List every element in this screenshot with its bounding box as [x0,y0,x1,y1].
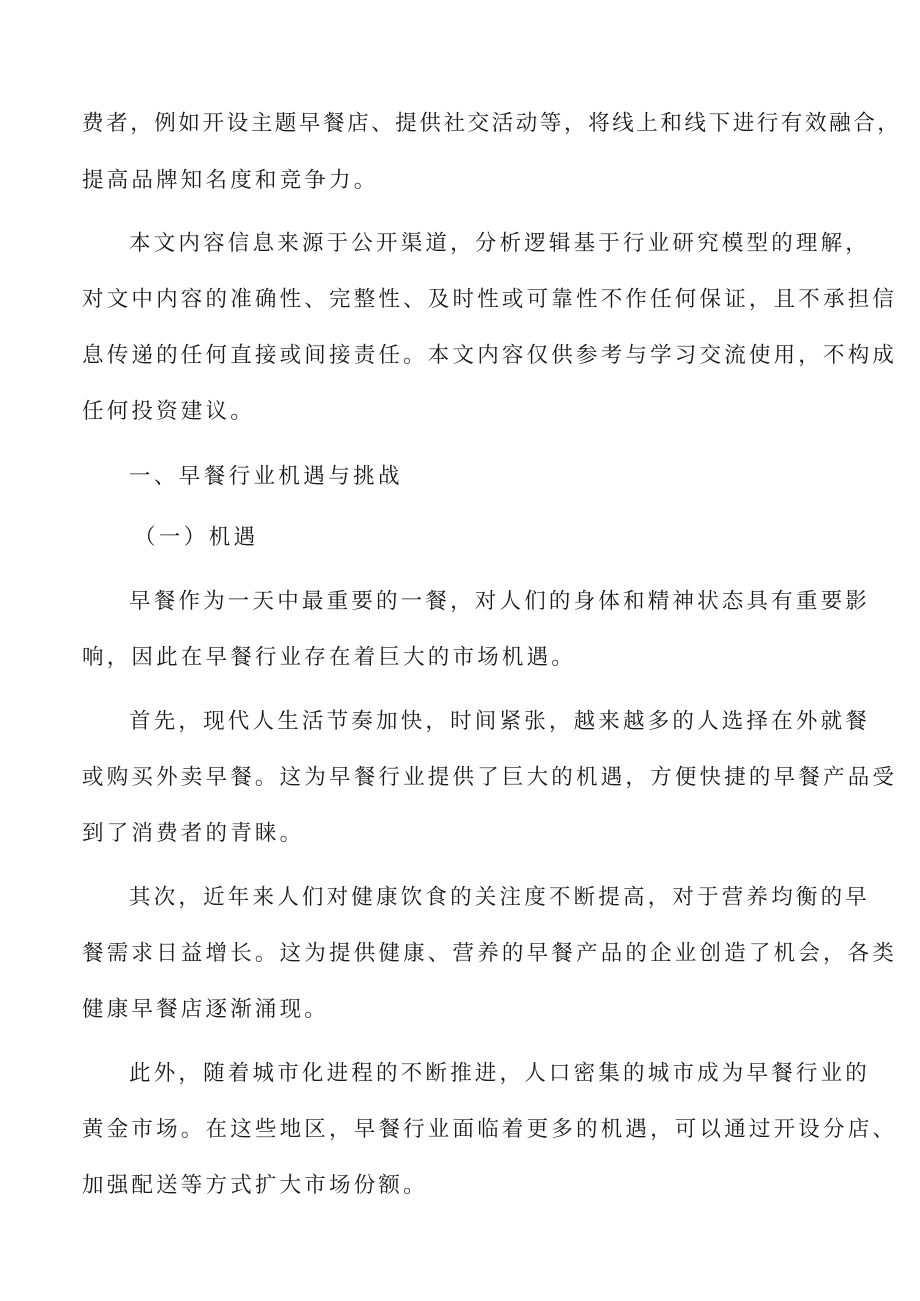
section-heading: 一、早餐行业机遇与挑战 [129,464,403,489]
subsection-heading: （一）机遇 [134,525,259,550]
paragraph-line: 其次，近年来人们对健康饮食的关注度不断提高，对于营养均衡的早 [129,885,871,910]
paragraph-line: 任何投资建议。 [82,399,255,424]
paragraph-line: 提高品牌知名度和竞争力。 [82,168,379,193]
paragraph-line: 响，因此在早餐行业存在着巨大的市场机遇。 [82,645,577,670]
paragraph-line: 费者，例如开设主题早餐店、提供社交活动等，将线上和线下进行有效融合， [82,111,902,136]
paragraph-line: 早餐作为一天中最重要的一餐，对人们的身体和精神状态具有重要影 [129,589,871,614]
paragraph-line: 首先，现代人生活节奏加快，时间紧张，越来越多的人选择在外就餐 [129,709,871,734]
paragraph-line: 此外，随着城市化进程的不断推进，人口密集的城市成为早餐行业的 [129,1061,871,1086]
paragraph-line: 健康早餐店逐渐涌现。 [82,997,330,1022]
paragraph-line: 餐需求日益增长。这为提供健康、营养的早餐产品的企业创造了机会，各类 [82,941,898,966]
paragraph-line: 或购买外卖早餐。这为早餐行业提供了巨大的机遇，方便快捷的早餐产品受 [82,765,898,790]
paragraph-line: 对文中内容的准确性、完整性、及时性或可靠性不作任何保证，且不承担信 [82,287,898,312]
paragraph-line: 到了消费者的青睐。 [82,821,305,846]
paragraph-line: 息传递的任何直接或间接责任。本文内容仅供参考与学习交流使用，不构成 [82,343,898,368]
paragraph-line: 本文内容信息来源于公开渠道，分析逻辑基于行业研究模型的理解， [129,231,871,256]
paragraph-line: 黄金市场。在这些地区，早餐行业面临着更多的机遇，可以通过开设分店、 [82,1117,898,1142]
paragraph-line: 加强配送等方式扩大市场份额。 [82,1173,428,1198]
